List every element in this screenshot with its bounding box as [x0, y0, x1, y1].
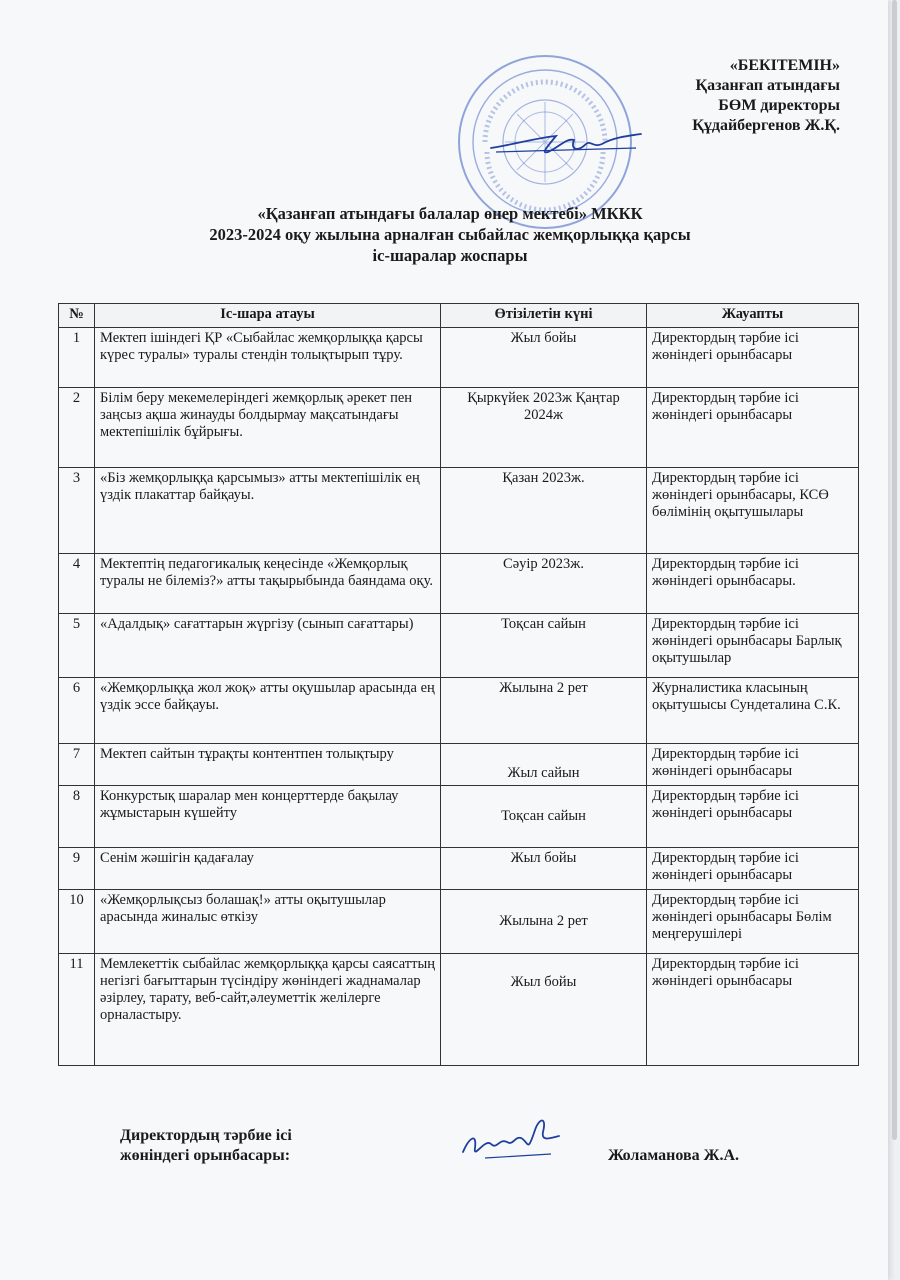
row-date: Жыл бойы [441, 848, 647, 890]
row-responsible: Директордың тәрбие ісі жөніндегі орынбасары Барлық оқытушылар [647, 614, 859, 678]
table-header-row [59, 304, 859, 328]
row-event: Мектептің педагогикалық кеңесінде «Жемқорлық туралы не білеміз?» атты тақырыбында баяндама оқу. [95, 554, 441, 614]
title-line-year: 2023-2024 оқу жылына арналған сыбайлас жемқорлыққа қарсы [209, 225, 691, 244]
deputy-signature [455, 1108, 565, 1168]
row-responsible: Директордың тәрбие ісі жөніндегі орынбасары. [647, 554, 859, 614]
header-number: № [59, 304, 95, 328]
row-date: Сәуір 2023ж. [441, 554, 647, 614]
row-event: Конкурстық шаралар мен концерттерде бақылау жұмыстарын күшейту [95, 786, 441, 848]
table-row [59, 848, 859, 890]
table-row [59, 614, 859, 678]
row-responsible: Директордың тәрбие ісі жөніндегі орынбасары [647, 848, 859, 890]
row-event: Мектеп ішіндегі ҚР «Сыбайлас жемқорлыққа қарсы күрес туралы» туралы стендін толықтырып тұру. [95, 328, 441, 388]
approval-title: «БЕКІТЕМІН» [729, 57, 840, 74]
row-number: 3 [59, 468, 95, 554]
row-number: 9 [59, 848, 95, 890]
row-responsible: Директордың тәрбие ісі жөніндегі орынбасары [647, 388, 859, 468]
row-responsible: Директордың тәрбие ісі жөніндегі орынбасары [647, 786, 859, 848]
row-responsible: Директордың тәрбие ісі жөніндегі орынбасары [647, 744, 859, 786]
row-number: 1 [59, 328, 95, 388]
row-number: 8 [59, 786, 95, 848]
document-title [90, 203, 810, 266]
row-event: «Адалдық» сағаттарын жүргізу (сынып сағаттары) [95, 614, 441, 678]
row-event: Мемлекеттік сыбайлас жемқорлыққа қарсы саясаттың негізгі бағыттарын түсіндіру жөніндегі жаднамалар әзірлеу, тарату, веб-сайт,әлеуметтік желілерге орналастыру. [95, 954, 441, 1066]
row-number: 4 [59, 554, 95, 614]
table-row [59, 786, 859, 848]
row-date: Қыркүйек 2023ж Қаңтар 2024ж [441, 388, 647, 468]
row-number: 11 [59, 954, 95, 1066]
row-event: Білім беру мекемелеріндегі жемқорлық әрекет пен заңсыз ақша жинауды болдырмау мақсатындағы мектепішілік бұйрығы. [95, 388, 441, 468]
row-date: Жылына 2 рет [441, 890, 647, 954]
row-date: Жылына 2 рет [441, 678, 647, 744]
row-date: Жыл бойы [441, 328, 647, 388]
table-row [59, 678, 859, 744]
approval-school: Қазанғап атындағы [695, 77, 840, 94]
title-line-plan: іс-шаралар жоспары [372, 246, 528, 265]
vertical-scrollbar[interactable] [892, 0, 897, 1140]
approval-position: БӨМ директоры [718, 97, 840, 114]
row-responsible: Журналистика класының оқытушысы Сундеталина С.К. [647, 678, 859, 744]
row-event: Сенім жәшігін қадағалау [95, 848, 441, 890]
table-row [59, 890, 859, 954]
approval-block [590, 56, 840, 136]
row-number: 2 [59, 388, 95, 468]
row-event: Мектеп сайтын тұрақты контентпен толықтыру [95, 744, 441, 786]
footer-signatory-role [120, 1126, 292, 1166]
row-responsible: Директордың тәрбие ісі жөніндегі орынбасары, КСӨ бөлімінің оқытушылары [647, 468, 859, 554]
row-date: Жыл бойы [441, 954, 647, 1066]
row-event: «Жемқорлықсыз болашақ!» атты оқытушылар арасында жиналыс өткізу [95, 890, 441, 954]
row-event: «Жемқорлыққа жол жоқ» атты оқушылар арасында ең үздік эссе байқауы. [95, 678, 441, 744]
table-row [59, 468, 859, 554]
header-date: Өтізілетін күні [441, 304, 647, 328]
header-event: Іс-шара атауы [95, 304, 441, 328]
table-row [59, 388, 859, 468]
title-line-institution: «Қазанғап атындағы балалар өнер мектебі» МККК [257, 204, 643, 223]
row-date: Тоқсан сайын [441, 786, 647, 848]
row-responsible: Директордың тәрбие ісі жөніндегі орынбасары [647, 328, 859, 388]
row-date: Жыл сайын [441, 744, 647, 786]
plan-table [58, 303, 859, 1066]
table-row [59, 328, 859, 388]
row-number: 5 [59, 614, 95, 678]
footer-role-line1: Директордың тәрбие ісі [120, 1127, 292, 1144]
approval-director-name: Құдайбергенов Ж.Қ. [692, 117, 840, 134]
row-responsible: Директордың тәрбие ісі жөніндегі орынбасары Бөлім меңгерушілері [647, 890, 859, 954]
row-number: 6 [59, 678, 95, 744]
table-row [59, 954, 859, 1066]
row-responsible: Директордың тәрбие ісі жөніндегі орынбасары [647, 954, 859, 1066]
table-row [59, 744, 859, 786]
footer-signatory-name: Жоламанова Ж.А. [608, 1147, 740, 1164]
row-event: «Біз жемқорлыққа қарсымыз» атты мектепішілік ең үздік плакаттар байқауы. [95, 468, 441, 554]
row-number: 10 [59, 890, 95, 954]
table-row [59, 554, 859, 614]
footer-role-line2: жөніндегі орынбасары: [120, 1147, 291, 1164]
header-responsible: Жауапты [647, 304, 859, 328]
row-date: Қазан 2023ж. [441, 468, 647, 554]
row-number: 7 [59, 744, 95, 786]
row-date: Тоқсан сайын [441, 614, 647, 678]
